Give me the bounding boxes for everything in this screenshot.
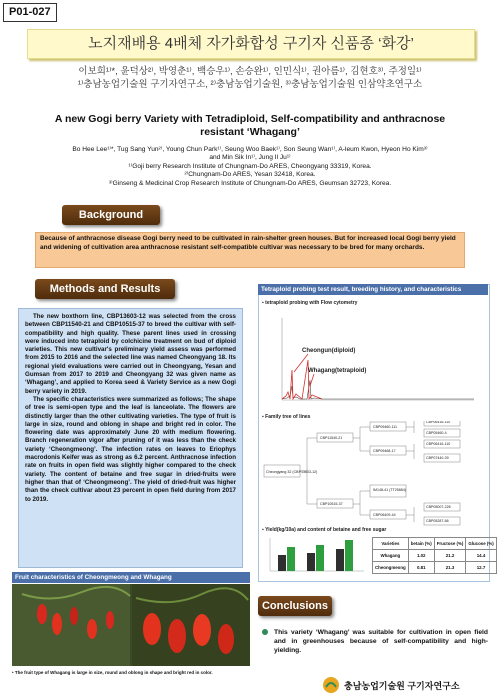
english-authors-line2: and Min Sik In¹⁾, Jung Il Ju¹⁾ [209, 154, 291, 162]
table-cell: 21.3 [434, 562, 466, 574]
conclusions-text: This variety ‘Whagang’ was suitable for cultivation in open field and in greenhouses because of self-compatibility and high-yielding. [274, 629, 488, 654]
methods-text-box [18, 308, 243, 568]
berry [143, 613, 161, 645]
berry [70, 607, 78, 625]
table-header: Glucose (%) [466, 538, 496, 550]
family-tree-label: ▪ Family tree of lines [262, 414, 311, 420]
korean-title: 노지재배용 4배체 자가화합성 구기자 신품종 ‘화강’ [27, 29, 475, 59]
english-title [10, 113, 490, 139]
table-header: betain (%) [408, 538, 434, 550]
bullet-icon [262, 629, 268, 635]
family-tree-label-text: Family tree of lines [265, 414, 311, 420]
tree-node: CBP06416-110 [426, 421, 451, 424]
fruit-photo [12, 584, 250, 666]
berry [168, 619, 186, 653]
fruit-heading: Fruit characteristics of Cheongmeong and Whagang [12, 572, 250, 583]
fruit-caption-text: The fruit type of Whagang is large in size, round and oblong in shape and bright red in color. [14, 670, 213, 675]
yield-table [372, 537, 497, 574]
logo-circle [323, 677, 339, 693]
org-logo-icon [322, 676, 340, 694]
tree-node: CBP11540-21 [320, 436, 343, 440]
footer-logo [322, 676, 492, 694]
tree-node: CBP07440-39 [426, 456, 449, 460]
table-header: Fructose (%) [434, 538, 466, 550]
yield-bar [307, 553, 315, 571]
table-cell: 14.4 [466, 550, 496, 562]
yield-bar [345, 540, 353, 571]
table-cell: 12.7 [466, 562, 496, 574]
affiliation-1: ¹⁾Goji berry Research Institute of Chungnam-Do ARES, Cheongyang 33319, Korea. [128, 162, 372, 170]
tree-root-label: Cheongyang 32 (CBP13603-12) [266, 470, 318, 474]
tree-node: CBP06409-44 [373, 513, 396, 517]
tree-node: CBP05287-66 [426, 519, 449, 523]
yield-bar-chart [262, 535, 368, 577]
berry [37, 604, 47, 624]
affiliation-3: ³⁾Ginseng & Medicinal Crop Research Institute of Chungnam-Do ARES, Geumsan 32723, Korea. [108, 179, 392, 187]
english-title-line2: resistant ‘Whagang’ [200, 126, 300, 138]
yield-bar [278, 555, 286, 571]
background-heading: Background [62, 205, 160, 225]
yield-label-text: Yield(kg/10a) and content of betaine and free sugar [265, 527, 387, 533]
family-tree-diagram [262, 421, 484, 526]
table-cell: 0.81 [408, 562, 434, 574]
yield-label: ▪ Yield(kg/10a) and content of betaine and free sugar [262, 527, 387, 533]
results-panel-heading: Tetraploid probing test result, breeding history, and characteristics [258, 284, 488, 295]
tree-node: IM148-41 (TT25884) [373, 488, 406, 492]
berry [218, 624, 234, 654]
tree-node: CBP05460-4 [426, 431, 447, 435]
methods-paragraph-1: The new boxthorn line, CBP13603-12 was selected from the cross between CBP11540-21 and CBP10515-37 to breed the cultivar with self-compatibility and high quality. These parent lines used in crossing were induced into tetraploid by colchicine treatment on bud of diploid varieties. This new cultivar's preliminary yield assess was performed from 2015 to 2016 and the selected line was named Cheongyang 18. Its regional yield evaluations were carried out in Cheongyang, Yesan and Gumsan from 2017 to 2019 and Cheongyang 32 was given name as ‘Whagang’, and applied to Korea seed & Variety Service as a new Gogi berry variety in 2019. [25, 313, 236, 395]
table-cell: 1.02 [408, 550, 434, 562]
table-cell: 21.2 [434, 550, 466, 562]
fruit-photo-svg [12, 584, 250, 666]
peak-label-diploid: Cheongun(diploid) [302, 348, 356, 354]
korean-authors: 이보희¹⁾*, 윤덕상²⁾, 박영춘¹⁾, 백승우¹⁾, 손승완¹⁾, 인민식¹⁾, 권아름¹⁾, 김현호³⁾, 주정일¹⁾ [78, 66, 422, 77]
peak-label-tetraploid: Whagang(tetraploid) [308, 368, 367, 374]
table-cell: Whagang [373, 550, 409, 562]
yield-bar [316, 545, 324, 571]
tree-node: CBP06416-110 [426, 442, 451, 446]
table-header: Varieties [373, 538, 409, 550]
methods-paragraph-2: The specific characteristics were summarized as follows; The shape of tree is semi-open type and the leaf is lanceolate. The flowers are distinctly larger than the other cultivating varieties. The type of fruit is large in size, round and oblong in shape and bright red in color. The flowering date was approximately June 20 with medium flowering. Branch regeneration vigor after pruning of it was less than the check variety ‘Cheongmeong’. The infection rates on leaves to Eriophys macrodonis Keifer was as strong as 6.2 percent. Anthracnose infection rate on fruits in open field was slightly higher compared to the check variety. The content of betaine and free sugar in dried-fruits were higher than that of ‘Cheongmeong’. The yield of dried-fruit was higher than the check cultivar about 23 percent in open field during from 2017 to 2019. [25, 395, 236, 503]
conclusions-heading: Conclusions [258, 596, 332, 616]
fruit-caption: • The fruit type of Whagang is large in size, round and oblong in shape and bright red in color. [12, 670, 213, 675]
english-title-line1: A new Gogi berry Variety with Tetradiploid, Self-compatibility and anthracnose [54, 113, 446, 125]
background-text: Because of anthracnose disease Gogi berry need to be cultivated in rain-shelter green houses. But for increased local Gogi berry yield and widening of cultivation area anthracnose resistant self-compatible cultivar was necessary to be bred for many orchards. [35, 232, 465, 268]
tree-node: CBP09468-17 [373, 449, 396, 453]
affiliation-2: ²⁾Chungnam-Do ARES, Yesan 32418, Korea. [184, 171, 316, 179]
english-authors-line1: Bo Hee Lee¹⁾*, Tug Sang Yun²⁾, Young Chun Park¹⁾, Seung Woo Baek¹⁾, Son Seung Wan¹⁾, A-leum Kwon, Hyeon Ho Kim³⁾ [72, 146, 428, 153]
tree-node: CBP09460-111 [373, 425, 398, 429]
yield-bar [336, 549, 344, 571]
korean-affiliations: ¹⁾충남농업기술원 구기자연구소, ²⁾충남농업기술원, ³⁾충남농업기술원 인삼약초연구소 [77, 79, 423, 90]
tree-node: CBP05007-226 [426, 505, 451, 509]
flow-cytometry-graph [262, 310, 484, 410]
berry [193, 614, 211, 646]
tree-node: CBP10515-37 [320, 502, 343, 506]
berry [87, 619, 97, 639]
berry [106, 611, 114, 629]
english-authors [10, 146, 490, 188]
flow-cytometry-label: ▪ tetraploid probing with Flow cytometry [262, 300, 358, 306]
flow-cytometry-label-text: tetraploid probing with Flow cytometry [265, 300, 358, 306]
methods-heading: Methods and Results [35, 279, 175, 299]
table-cell: Cheongmeong [373, 562, 409, 574]
footer-org-name: 충남농업기술원 구기자연구소 [344, 681, 460, 691]
yield-bar [287, 547, 295, 571]
poster-id: P01-027 [3, 3, 57, 22]
yield-table-wrap [372, 537, 497, 574]
berry [52, 613, 62, 635]
